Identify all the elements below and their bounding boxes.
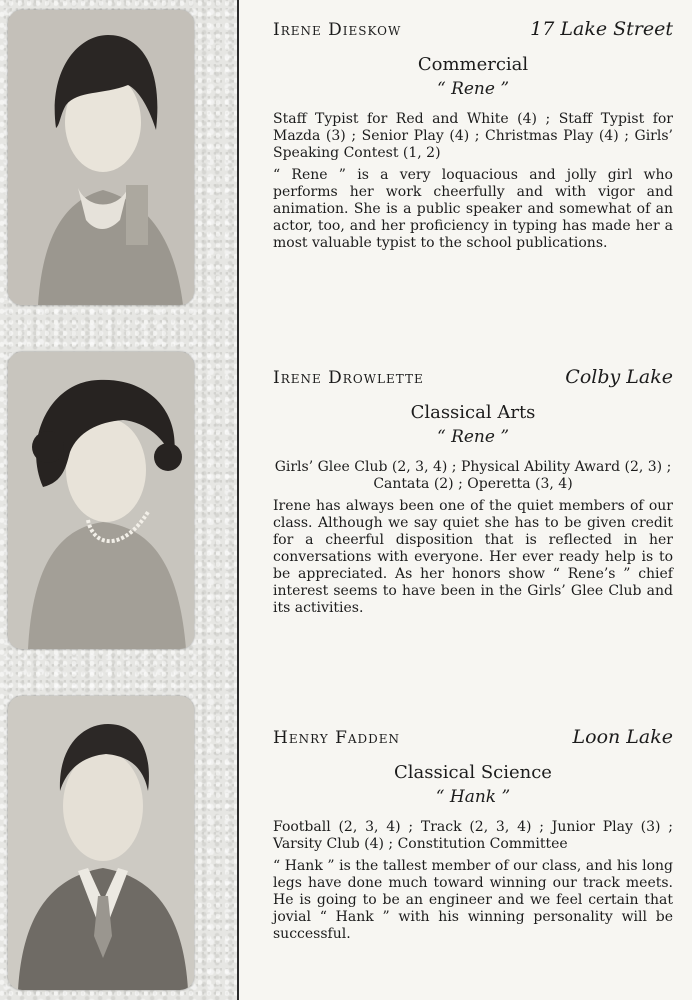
portrait-irene-drowlette bbox=[8, 352, 194, 649]
student-address: Colby Lake bbox=[565, 366, 673, 388]
biography: “ Hank ” is the tallest member of our class, and his long legs have done much toward winning our track meets. He is going to be an engineer and we feel certain that jovial “ Hank ” with his winning personality will be successful. bbox=[273, 858, 673, 942]
name-row bbox=[273, 366, 673, 392]
activities: Staff Typist for Red and White (4) ; Staff Typist for Mazda (3) ; Senior Play (4) ; Christmas Play (4) ; Girls’ Speaking Contest (1, 2) bbox=[273, 111, 673, 161]
course-of-study: Classical Arts bbox=[410, 402, 536, 423]
biography: Irene has always been one of the quiet members of our class. Although we say quiet she has to be given credit for a cheerful disposition that is reflected in her conversations with everyone. Her ever ready help is to be appreciated. As her honors show “ Rene’s ” chief interest seems to have been in the Girls’ Glee Club and its activities. bbox=[273, 498, 673, 616]
nickname: “ Rene ” bbox=[436, 427, 510, 447]
column-divider bbox=[237, 0, 239, 1000]
student-name: Irene Drowlette bbox=[273, 368, 424, 388]
entry-irene-drowlette bbox=[273, 366, 673, 617]
name-row bbox=[273, 726, 673, 752]
activities: Football (2, 3, 4) ; Track (2, 3, 4) ; Junior Play (3) ; Varsity Club (4) ; Constitution Committee bbox=[273, 819, 673, 852]
portrait-irene-dieskow bbox=[8, 10, 194, 305]
nickname: “ Rene ” bbox=[436, 79, 510, 99]
nickname: “ Hank ” bbox=[435, 787, 511, 807]
portrait-henry-fadden bbox=[8, 696, 194, 990]
activities: Girls’ Glee Club (2, 3, 4) ; Physical Ability Award (2, 3) ; Cantata (2) ; Operetta (3, 4) bbox=[274, 459, 672, 492]
name-row bbox=[273, 18, 673, 44]
course-of-study: Classical Science bbox=[394, 762, 552, 783]
entry-irene-dieskow bbox=[273, 18, 673, 252]
student-address: 17 Lake Street bbox=[530, 18, 673, 40]
student-name: Henry Fadden bbox=[273, 728, 401, 748]
course-of-study: Commercial bbox=[417, 54, 529, 75]
student-name: Irene Dieskow bbox=[273, 20, 402, 40]
entry-henry-fadden bbox=[273, 726, 673, 943]
biography: “ Rene ” is a very loquacious and jolly girl who performs her work cheerfully and with vigor and animation. She is a public speaker and somewhat of an actor, too, and her proficiency in typing has made her a most valuable typist to the school publications. bbox=[273, 167, 673, 251]
student-address: Loon Lake bbox=[572, 726, 673, 748]
